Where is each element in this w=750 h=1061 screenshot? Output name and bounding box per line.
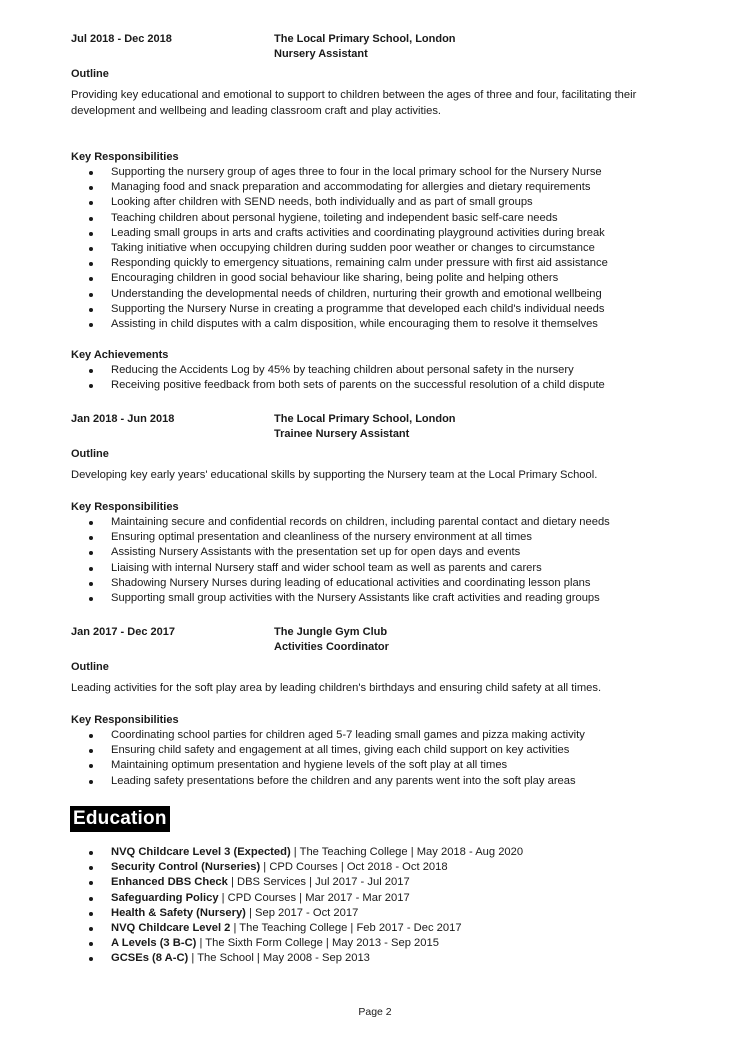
list-item bbox=[71, 545, 610, 560]
list-item-text: Maintaining secure and confidential records on children, including parental contact and dietary needs bbox=[111, 516, 610, 528]
outline-heading: Outline bbox=[71, 68, 109, 80]
bullet-icon bbox=[89, 912, 93, 916]
list-item-text: Receiving positive feedback from both sets of parents on the successful resolution of a child dispute bbox=[111, 379, 605, 392]
list-item-text: Shadowing Nursery Nurses during leading of educational activities and coordinating lesson plans bbox=[111, 576, 591, 589]
list-item-text: Teaching children about personal hygiene, toileting and independent basic self-care needs bbox=[111, 211, 558, 224]
bullet-icon bbox=[89, 582, 93, 586]
education-qualification: NVQ Childcare Level 2 bbox=[111, 922, 231, 935]
page-number: Page 2 bbox=[358, 1006, 392, 1018]
list-item bbox=[71, 317, 608, 332]
list-item bbox=[71, 195, 608, 210]
list-item bbox=[71, 256, 608, 271]
education-qualification: NVQ Childcare Level 3 (Expected) bbox=[111, 846, 291, 858]
bullet-icon bbox=[89, 308, 93, 312]
bullet-icon bbox=[89, 780, 93, 784]
list-item-text: Supporting small group activities with the Nursery Assistants like craft activities and reading groups bbox=[111, 592, 600, 605]
education-details: | The School | May 2008 - Sep 2013 bbox=[188, 952, 370, 965]
bullet-icon bbox=[89, 217, 93, 221]
job-role: Activities Coordinator bbox=[274, 641, 389, 653]
bullet-icon bbox=[89, 957, 93, 961]
list-item-text: Leading safety presentations before the children and any parents went into the soft play areas bbox=[111, 774, 576, 787]
education-heading: Education bbox=[70, 806, 170, 832]
bullet-icon bbox=[89, 262, 93, 266]
bullet-icon bbox=[89, 927, 93, 931]
job-role: Trainee Nursery Assistant bbox=[274, 428, 410, 440]
education-details: | The Sixth Form College | May 2013 - Sep 2015 bbox=[196, 937, 439, 950]
list-item-text: Liaising with internal Nursery staff and wider school team as well as parents and carers bbox=[111, 561, 542, 574]
list-item-text: Managing food and snack preparation and accommodating for allergies and dietary requirements bbox=[111, 181, 591, 194]
bullet-icon bbox=[89, 384, 93, 388]
job-organisation: The Local Primary School, London bbox=[274, 413, 456, 425]
list-item bbox=[71, 743, 585, 758]
outline-text: Leading activities for the soft play area by leading children's birthdays and ensuring child safety at all times. bbox=[71, 682, 602, 694]
list-item-text: Looking after children with SEND needs, both individually and as part of small groups bbox=[111, 196, 533, 209]
list-item bbox=[71, 774, 585, 789]
education-details: | CPD Courses | Oct 2018 - Oct 2018 bbox=[260, 861, 448, 874]
job-role: Nursery Assistant bbox=[274, 48, 368, 60]
bullet-icon bbox=[89, 734, 93, 738]
education-item bbox=[71, 845, 523, 860]
list-item-text: Assisting in child disputes with a calm disposition, while encouraging them to resolve it themselves bbox=[111, 318, 598, 331]
bullet-icon bbox=[89, 567, 93, 571]
list-item bbox=[71, 591, 610, 606]
bullet-icon bbox=[89, 551, 93, 555]
education-qualification: Safeguarding Policy bbox=[111, 891, 219, 904]
job-dates: Jan 2017 - Dec 2017 bbox=[71, 626, 175, 638]
outline-text: Developing key early years' educational skills by supporting the Nursery team at the Local Primary School. bbox=[71, 469, 598, 481]
list-item-text: Supporting the nursery group of ages three to four in the local primary school for the Nursery Nurse bbox=[111, 166, 602, 178]
bullet-icon bbox=[89, 866, 93, 870]
list-item bbox=[71, 363, 605, 378]
bullet-icon bbox=[89, 764, 93, 768]
list-item-text: Taking initiative when occupying children during sudden poor weather or changes to circumstance bbox=[111, 242, 595, 255]
outline-text: Providing key educational and emotional to support to children between the ages of three and four, facilitating their development and wellbeing and leading classroom craft and play activities. bbox=[71, 89, 637, 117]
bullet-icon bbox=[89, 171, 93, 175]
bullet-icon bbox=[89, 536, 93, 540]
education-qualification: A Levels (3 B-C) bbox=[111, 937, 197, 950]
list-item-text: Leading small groups in arts and crafts activities and coordinating playground activities during break bbox=[111, 226, 605, 239]
education-details: | CPD Courses | Mar 2017 - Mar 2017 bbox=[218, 891, 410, 904]
outline-heading: Outline bbox=[71, 661, 109, 673]
bullet-icon bbox=[89, 521, 93, 525]
list-item bbox=[71, 226, 608, 241]
list-item-text: Responding quickly to emergency situations, remaining calm under pressure with first aid assistance bbox=[111, 257, 608, 270]
education-qualification: Security Control (Nurseries) bbox=[111, 861, 261, 874]
outline-heading: Outline bbox=[71, 448, 109, 460]
education-qualification: Enhanced DBS Check bbox=[111, 876, 228, 889]
list-item-text: Assisting Nursery Assistants with the presentation set up for open days and events bbox=[111, 546, 521, 559]
list-item-text: Ensuring child safety and engagement at all times, giving each child support on key activities bbox=[111, 744, 570, 757]
achievements-heading: Key Achievements bbox=[71, 349, 169, 361]
education-item bbox=[71, 891, 523, 906]
education-item bbox=[71, 906, 523, 921]
bullet-icon bbox=[89, 369, 93, 373]
list-item bbox=[71, 211, 608, 226]
bullet-icon bbox=[89, 597, 93, 601]
responsibilities-list bbox=[71, 515, 610, 606]
education-details: | The Teaching College | Feb 2017 - Dec 2017 bbox=[230, 922, 462, 935]
list-item-text: Maintaining optimum presentation and hygiene levels of the soft play at all times bbox=[111, 759, 508, 772]
list-item bbox=[71, 241, 608, 256]
list-item-text: Understanding the developmental needs of children, nurturing their growth and emotional wellbeing bbox=[111, 287, 602, 300]
responsibilities-heading: Key Responsibilities bbox=[71, 501, 179, 513]
education-qualification: GCSEs (8 A-C) bbox=[111, 952, 189, 965]
list-item-text: Ensuring optimal presentation and cleanliness of the nursery environment at all times bbox=[111, 531, 533, 544]
bullet-icon bbox=[89, 851, 93, 855]
responsibilities-list bbox=[71, 728, 585, 789]
bullet-icon bbox=[89, 897, 93, 901]
bullet-icon bbox=[89, 323, 93, 327]
list-item bbox=[71, 271, 608, 286]
list-item bbox=[71, 378, 605, 393]
bullet-icon bbox=[89, 201, 93, 205]
list-item bbox=[71, 302, 608, 317]
list-item-text: Reducing the Accidents Log by 45% by teaching children about personal safety in the nursery bbox=[111, 364, 574, 376]
bullet-icon bbox=[89, 232, 93, 236]
bullet-icon bbox=[89, 942, 93, 946]
list-item bbox=[71, 728, 585, 743]
list-item bbox=[71, 165, 608, 180]
bullet-icon bbox=[89, 277, 93, 281]
education-details: | The Teaching College | May 2018 - Aug 2020 bbox=[290, 846, 524, 858]
bullet-icon bbox=[89, 247, 93, 251]
list-item-text: Encouraging children in good social behaviour like sharing, being polite and helping others bbox=[111, 272, 559, 285]
job-dates: Jan 2018 - Jun 2018 bbox=[71, 413, 175, 425]
job-dates: Jul 2018 - Dec 2018 bbox=[71, 33, 172, 45]
education-qualification: Health & Safety (Nursery) bbox=[111, 906, 246, 919]
list-item bbox=[71, 287, 608, 302]
education-list bbox=[71, 845, 523, 967]
list-item bbox=[71, 180, 608, 195]
responsibilities-heading: Key Responsibilities bbox=[71, 151, 179, 163]
education-details: | DBS Services | Jul 2017 - Jul 2017 bbox=[227, 876, 410, 889]
education-item bbox=[71, 921, 523, 936]
bullet-icon bbox=[89, 881, 93, 885]
bullet-icon bbox=[89, 749, 93, 753]
list-item bbox=[71, 530, 610, 545]
list-item-text: Supporting the Nursery Nurse in creating a programme that developed each child's individual needs bbox=[111, 302, 605, 315]
job-organisation: The Local Primary School, London bbox=[274, 33, 456, 45]
education-details: | Sep 2017 - Oct 2017 bbox=[245, 906, 359, 919]
list-item bbox=[71, 758, 585, 773]
achievements-list bbox=[71, 363, 605, 393]
job-organisation: The Jungle Gym Club bbox=[274, 626, 388, 638]
education-item bbox=[71, 951, 523, 966]
responsibilities-heading: Key Responsibilities bbox=[71, 714, 179, 726]
education-item bbox=[71, 936, 523, 951]
responsibilities-list bbox=[71, 165, 608, 332]
list-item-text: Coordinating school parties for children aged 5-7 leading small games and pizza making activity bbox=[111, 729, 585, 741]
list-item bbox=[71, 515, 610, 530]
bullet-icon bbox=[89, 186, 93, 190]
list-item bbox=[71, 576, 610, 591]
education-item bbox=[71, 860, 523, 875]
education-item bbox=[71, 875, 523, 890]
bullet-icon bbox=[89, 293, 93, 297]
list-item bbox=[71, 561, 610, 576]
